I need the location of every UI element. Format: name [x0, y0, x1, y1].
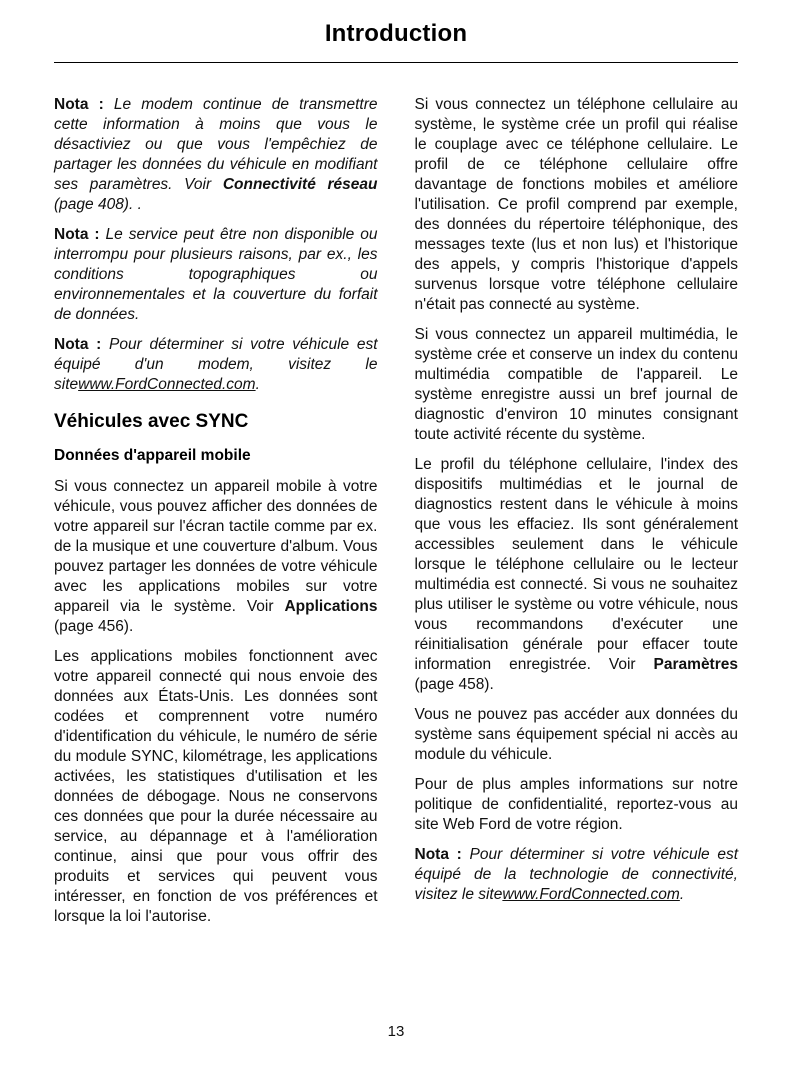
right-column: [415, 95, 739, 937]
two-column-content: [54, 95, 738, 937]
note-label: Nota :: [414, 846, 462, 863]
cross-ref-parametres: Paramètres: [653, 656, 738, 673]
paragraph-mobile-device-data: [54, 477, 378, 637]
paragraph-profile-storage-reset: [415, 455, 739, 695]
paragraph-privacy-policy: Pour de plus amples informations sur notre politique de confidentialité, reportez-vous au site Web Ford de votre région.: [414, 776, 738, 833]
page-title: Introduction: [324, 20, 468, 47]
fordconnected-link[interactable]: www.FordConnected.com: [78, 376, 256, 393]
note-text-tail: (page 408). .: [54, 196, 142, 213]
note-connectivity-check: [415, 845, 739, 905]
subsection-heading-donnees-appareil-mobile: Données d'appareil mobile: [54, 447, 251, 464]
note-text: Pour déterminer si votre véhicule est équipé de la technologie de connectivité, visitez le site: [414, 846, 739, 903]
note-modem-settings: [54, 95, 378, 215]
note-service-availability: [54, 225, 378, 325]
header-divider: [54, 62, 738, 63]
page-header: [54, 20, 738, 63]
page-number: 13: [387, 1023, 405, 1040]
section-heading-vehicules-avec-sync: Véhicules avec SYNC: [54, 411, 249, 432]
note-text: Le service peut être non disponible ou interrompu pour plusieurs raisons, par ex., les conditions topographiques ou environnementales et la couverture du forfait de données.: [54, 226, 378, 323]
note-label: Nota :: [54, 336, 102, 353]
note-text-tail: .: [255, 376, 260, 393]
paragraph-mobile-apps-data-use: Les applications mobiles fonctionnent avec votre appareil connecté qui nous envoie des données aux États-Unis. Les données sont codées et comprennent votre numéro d'identification du véhicule, le numéro de série du module SYNC, kilométrage, les applications activées, les statistiques d'utilisation et les données de débogage. Nous ne conservons ces données que pour la durée nécessaire au service, au dépannage et à l'amélioration continue, ainsi que pour vous offrir des produits et services qui peuvent vous intéresser, en fonction de vos préférences et lorsque la loi l'autorise.: [54, 648, 378, 925]
cross-ref-connectivite-reseau: Connectivité réseau: [222, 176, 378, 193]
note-text-tail: .: [679, 886, 685, 903]
paragraph-phone-profile: Si vous connectez un téléphone cellulaire au système, le système crée un profil qui réalise le couplage avec ce téléphone cellulaire. Le profil de ce téléphone cellulaire offre davantage de fonctions mobiles et améliore l'utilisation. Ce profil comprend par exemple, des données du répertoire téléphonique, des messages texte (lus et non lus) et l'historique des appels, y compris l'historique d'appels survenus lorsque votre téléphone cellulaire n'était pas connecté au système.: [414, 96, 738, 313]
note-label: Nota :: [54, 226, 100, 243]
paragraph-text: Le profil du téléphone cellulaire, l'index des dispositifs multimédias et le journal de diagnostics restent dans le véhicule à moins que vous les effaciez. Ils sont généralement accessibles seulement dans le véhicule lorsque le téléphone cellulaire ou le lecteur multimédia est connecté. Si vous ne souhaitez plus utiliser le système ou votre véhicule, nous vous recommandons d'exécuter une réinitialisation générale pour effacer toute information enregistrée. Voir: [414, 456, 738, 673]
paragraph-text-tail: (page 456).: [54, 618, 134, 635]
note-text: Le modem continue de transmettre cette information à moins que vous le désactiviez ou que vous l'empêchiez de partager les données du véhicule en modifiant ses paramètres. Voir: [54, 96, 378, 193]
note-text: Pour déterminer si votre véhicule est équipé d'un modem, visitez le site: [54, 336, 378, 393]
paragraph-data-access: Vous ne pouvez pas accéder aux données du système sans équipement spécial ni accès au module du véhicule.: [414, 706, 738, 763]
paragraph-text-tail: (page 458).: [414, 676, 494, 693]
fordconnected-link[interactable]: www.FordConnected.com: [502, 886, 680, 903]
left-column: [54, 95, 378, 937]
cross-ref-applications: Applications: [284, 598, 378, 615]
note-modem-check: [54, 335, 378, 395]
paragraph-media-device-index: Si vous connectez un appareil multimédia, le système crée et conserve un index du contenu multimédia compatible de l'appareil. Le système enregistre aussi un bref journal de diagnostic d'environ 10 minutes consignant toute activité récente du système.: [414, 326, 738, 443]
note-label: Nota :: [54, 96, 104, 113]
paragraph-text: Si vous connectez un appareil mobile à votre véhicule, vous pouvez afficher des données de votre appareil sur l'écran tactile comme par ex. de la musique et une couverture d'album. Vous pouvez partager les données de votre véhicule avec les applications mobiles sur votre appareil via le système. Voir: [54, 478, 378, 615]
